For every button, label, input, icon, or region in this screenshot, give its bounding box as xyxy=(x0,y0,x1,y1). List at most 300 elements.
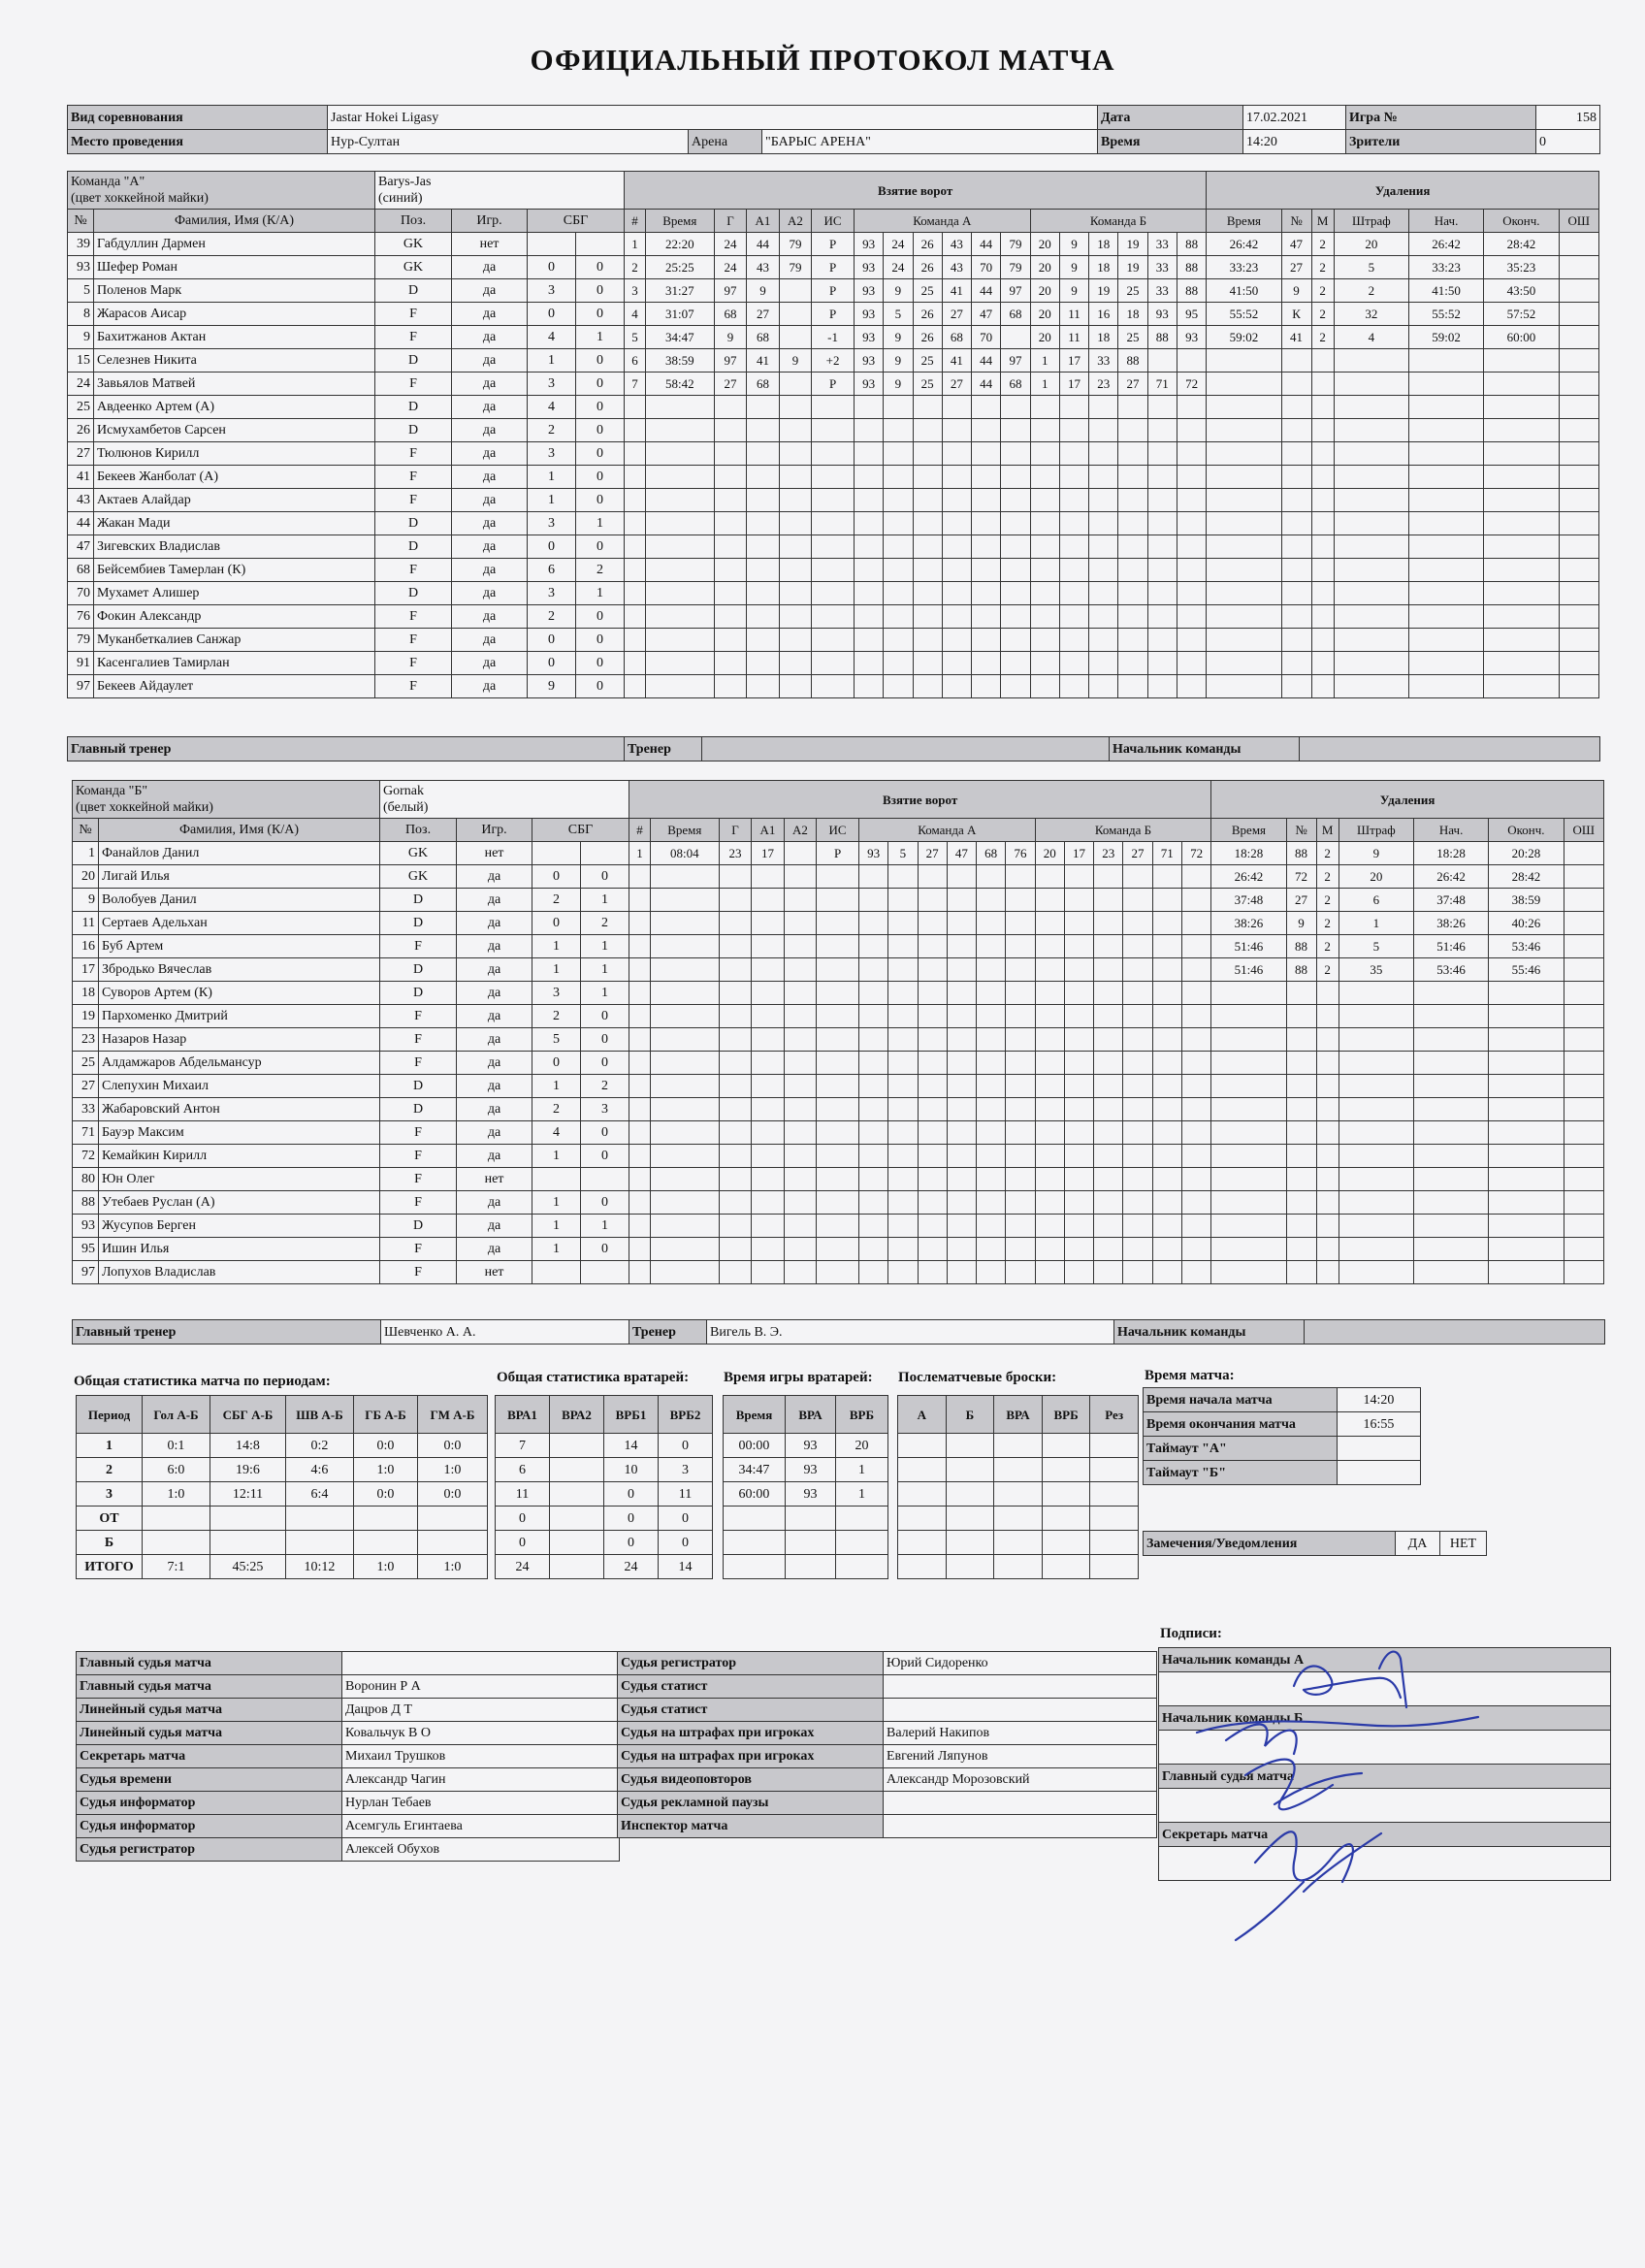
stat-cell: 14 xyxy=(604,1434,659,1458)
goal-team-a-player xyxy=(858,912,887,935)
goal-team-a-player xyxy=(888,912,918,935)
goal-situation: -1 xyxy=(812,326,855,349)
goal-team-a-player xyxy=(1001,396,1030,419)
goal-team-a-player xyxy=(1001,605,1030,629)
goal-assist-1 xyxy=(747,605,779,629)
stat-cell: 0 xyxy=(604,1507,659,1531)
player-name: Збродько Вячеслав xyxy=(99,958,380,982)
goal-team-a-player xyxy=(947,982,976,1005)
player-number: 27 xyxy=(73,1075,99,1098)
table-row xyxy=(68,629,625,652)
table-row xyxy=(629,1075,1604,1098)
goal-team-a-player xyxy=(884,629,913,652)
goal-num xyxy=(625,466,646,489)
pen-player xyxy=(1281,512,1311,535)
pen-time xyxy=(1211,1005,1286,1028)
player-played: да xyxy=(457,982,532,1005)
goal-num xyxy=(629,1121,651,1145)
goal-team-a-player: 24 xyxy=(884,256,913,279)
player-number: 16 xyxy=(73,935,99,958)
goal-assist-1: 17 xyxy=(752,842,784,865)
goal-team-b-player xyxy=(1123,1261,1152,1284)
player-number: 5 xyxy=(68,279,94,303)
pen-player xyxy=(1286,1238,1316,1261)
player-sbg-2: 0 xyxy=(581,1052,629,1075)
goal-assist-2 xyxy=(784,889,816,912)
player-sbg-1: 3 xyxy=(528,373,576,396)
player-sbg-1: 3 xyxy=(528,582,576,605)
player-sbg-1: 1 xyxy=(532,1191,581,1215)
pen-end xyxy=(1489,1168,1564,1191)
goal-assist-1 xyxy=(747,629,779,652)
table-row xyxy=(629,1121,1604,1145)
goal-team-a-player xyxy=(858,1075,887,1098)
goal-team-a-player: 79 xyxy=(1001,233,1030,256)
goal-team-b-player xyxy=(1181,935,1210,958)
goal-team-a-player xyxy=(918,1121,947,1145)
goal-team-a-player xyxy=(947,1005,976,1028)
goal-team-b-player xyxy=(1147,489,1177,512)
stat-cell xyxy=(550,1555,604,1579)
team-b-name: Gornak xyxy=(383,784,425,798)
pen-player: 27 xyxy=(1281,256,1311,279)
stat-cell: 6:4 xyxy=(286,1482,354,1507)
goal-assist-1 xyxy=(752,865,784,889)
goal-team-b-player xyxy=(1064,1145,1093,1168)
goal-team-a-player xyxy=(942,605,971,629)
goal-time xyxy=(650,958,719,982)
goal-team-a-player xyxy=(854,629,883,652)
team-a-chief-label: Начальник команды xyxy=(1110,737,1300,761)
team-b-trainer-label: Тренер xyxy=(629,1320,707,1345)
goal-situation xyxy=(812,442,855,466)
player-sbg-2: 0 xyxy=(576,396,625,419)
goal-num xyxy=(629,1005,651,1028)
stat-cell xyxy=(786,1531,836,1555)
pen-time xyxy=(1207,373,1281,396)
goal-time xyxy=(645,489,714,512)
goal-team-b-player xyxy=(1123,1052,1152,1075)
pen-start xyxy=(1413,1261,1488,1284)
table-row xyxy=(629,1098,1604,1121)
pen-osh xyxy=(1564,1168,1603,1191)
official-row xyxy=(618,1652,1157,1675)
goal-team-a-player xyxy=(888,865,918,889)
stat-cell: 6 xyxy=(496,1458,550,1482)
goal-team-b-player xyxy=(1152,1191,1181,1215)
pen-start xyxy=(1408,442,1483,466)
stat-cell xyxy=(1042,1482,1090,1507)
goal-assist-1 xyxy=(747,512,779,535)
player-sbg-2: 0 xyxy=(576,303,625,326)
player-name: Актаев Алайдар xyxy=(94,489,375,512)
stat-cell xyxy=(946,1531,994,1555)
pen-code xyxy=(1334,559,1408,582)
player-name: Поленов Марк xyxy=(94,279,375,303)
column-header: ВРА2 xyxy=(550,1396,604,1434)
goal-situation xyxy=(817,1098,859,1121)
pen-end xyxy=(1489,1191,1564,1215)
official-name: Михаил Трушков xyxy=(342,1745,620,1768)
goal-team-b-player xyxy=(1035,865,1064,889)
goal-team-b-player: 19 xyxy=(1089,279,1118,303)
pen-time xyxy=(1207,396,1281,419)
player-position: D xyxy=(380,958,457,982)
goal-team-a-player xyxy=(942,442,971,466)
goal-situation xyxy=(817,865,859,889)
goal-team-b-player xyxy=(1059,582,1088,605)
remarks-yes[interactable]: ДА xyxy=(1396,1532,1440,1556)
period-row xyxy=(77,1434,488,1458)
player-number: 25 xyxy=(68,396,94,419)
goal-assist-2 xyxy=(779,582,811,605)
official-name: Воронин Р А xyxy=(342,1675,620,1699)
table-row xyxy=(625,303,1599,326)
pen-time xyxy=(1211,1238,1286,1261)
goal-team-a-player xyxy=(1001,535,1030,559)
goal-team-a-player xyxy=(977,1075,1006,1098)
pen-osh xyxy=(1559,349,1598,373)
goal-team-a-player xyxy=(972,535,1001,559)
player-name: Лигай Илья xyxy=(99,865,380,889)
signature-stroke-1 xyxy=(1294,1652,1406,1707)
pen-osh xyxy=(1559,605,1598,629)
goal-assist-2 xyxy=(784,935,816,958)
goal-team-b-player: 33 xyxy=(1147,233,1177,256)
goal-team-b-player: 25 xyxy=(1118,279,1147,303)
col-g-time-b: Время xyxy=(650,819,719,842)
player-sbg-2: 0 xyxy=(581,865,629,889)
pen-end xyxy=(1484,396,1559,419)
goal-scorer xyxy=(719,1005,751,1028)
goal-scorer xyxy=(714,535,746,559)
goal-num xyxy=(625,419,646,442)
official-name: Юрий Сидоренко xyxy=(884,1652,1157,1675)
goal-team-a-player xyxy=(854,489,883,512)
goal-team-b-player xyxy=(1035,982,1064,1005)
pen-end: 55:46 xyxy=(1489,958,1564,982)
goal-team-b-player xyxy=(1177,419,1206,442)
goal-assist-1: 41 xyxy=(747,349,779,373)
goal-team-a-player xyxy=(888,1145,918,1168)
player-number: 11 xyxy=(73,912,99,935)
goal-team-b-player xyxy=(1030,605,1059,629)
gt-header xyxy=(724,1396,888,1434)
goal-scorer: 23 xyxy=(719,842,751,865)
player-number: 93 xyxy=(73,1215,99,1238)
player-sbg-1: 2 xyxy=(528,605,576,629)
official-name: Евгений Ляпунов xyxy=(884,1745,1157,1768)
column-header: ВРА xyxy=(786,1396,836,1434)
pen-osh xyxy=(1564,865,1603,889)
goal-team-a-player xyxy=(884,605,913,629)
goal-situation xyxy=(817,1145,859,1168)
shootout-table xyxy=(897,1395,1139,1579)
goal-scorer xyxy=(719,1238,751,1261)
player-name: Авдеенко Артем (А) xyxy=(94,396,375,419)
goal-team-b-player xyxy=(1094,1052,1123,1075)
goal-team-b-player xyxy=(1089,466,1118,489)
pen-start xyxy=(1413,1028,1488,1052)
goal-team-b-player xyxy=(1123,1215,1152,1238)
pen-code: 32 xyxy=(1334,303,1408,326)
goal-team-b-player xyxy=(1089,605,1118,629)
goal-team-a-player: 93 xyxy=(854,256,883,279)
player-position: F xyxy=(380,1261,457,1284)
pens-header-b: Удаления xyxy=(1211,781,1604,819)
pen-player xyxy=(1286,1145,1316,1168)
team-a-chief xyxy=(1300,737,1600,761)
goal-assist-2 xyxy=(779,466,811,489)
pen-time xyxy=(1211,1121,1286,1145)
team-b-color: (белый) xyxy=(383,800,429,815)
pen-minutes xyxy=(1316,1261,1339,1284)
goal-assist-2 xyxy=(779,373,811,396)
column-header: ВРБ1 xyxy=(604,1396,659,1434)
player-name: Бахитжанов Актан xyxy=(94,326,375,349)
goal-situation: Р xyxy=(812,373,855,396)
goal-team-b-player xyxy=(1152,912,1181,935)
signature-stroke-2 xyxy=(1197,1717,1478,1754)
goal-team-b-player xyxy=(1094,1145,1123,1168)
goal-team-a-player xyxy=(947,1098,976,1121)
goal-team-b-player xyxy=(1177,629,1206,652)
goal-team-b-player xyxy=(1123,958,1152,982)
goal-num xyxy=(625,442,646,466)
period-row xyxy=(77,1507,488,1531)
player-position: F xyxy=(375,326,452,349)
official-name xyxy=(884,1699,1157,1722)
goal-assist-1 xyxy=(752,958,784,982)
pen-end xyxy=(1489,1261,1564,1284)
player-sbg-2: 0 xyxy=(576,373,625,396)
goal-assist-1: 68 xyxy=(747,373,779,396)
goal-team-b-player xyxy=(1181,1121,1210,1145)
goal-team-b-player: 9 xyxy=(1059,233,1088,256)
goal-time xyxy=(650,1145,719,1168)
goal-situation xyxy=(812,559,855,582)
goal-team-a-player xyxy=(918,1028,947,1052)
col-g-a1-b: А1 xyxy=(752,819,784,842)
stat-cell xyxy=(1090,1434,1139,1458)
gk-header xyxy=(496,1396,713,1434)
goal-assist-2 xyxy=(779,535,811,559)
team-a-header xyxy=(68,172,375,210)
goal-time xyxy=(650,1028,719,1052)
team-a-trainer xyxy=(702,737,1110,761)
goal-team-a-player xyxy=(1006,1191,1035,1215)
goal-team-b-player xyxy=(1035,1191,1064,1215)
goal-team-a-player xyxy=(918,1075,947,1098)
goal-team-a-player xyxy=(858,935,887,958)
stat-cell: 10 xyxy=(604,1458,659,1482)
goal-team-b-player xyxy=(1094,958,1123,982)
pen-code xyxy=(1334,535,1408,559)
goal-team-a-player xyxy=(858,1261,887,1284)
pen-code: 1 xyxy=(1339,912,1413,935)
goal-assist-2 xyxy=(779,419,811,442)
goal-team-b-player xyxy=(1059,396,1088,419)
player-played: да xyxy=(457,935,532,958)
team-b-roster xyxy=(72,780,629,1284)
player-position: GK xyxy=(380,865,457,889)
stat-cell: 11 xyxy=(659,1482,713,1507)
player-played: да xyxy=(452,466,528,489)
goal-team-a-player xyxy=(913,629,942,652)
table-row xyxy=(73,1191,629,1215)
goal-team-a-player xyxy=(1001,512,1030,535)
goal-team-b-player xyxy=(1181,1191,1210,1215)
table-row xyxy=(73,1121,629,1145)
goal-assist-1 xyxy=(752,1005,784,1028)
pen-osh xyxy=(1559,675,1598,698)
pen-time xyxy=(1211,1052,1286,1075)
stat-cell: 12:11 xyxy=(210,1482,286,1507)
pen-osh xyxy=(1559,582,1598,605)
pen-osh xyxy=(1564,889,1603,912)
table-row xyxy=(68,326,625,349)
officials-right xyxy=(617,1651,1157,1838)
goal-team-a-player xyxy=(942,675,971,698)
goal-team-b-player xyxy=(1152,935,1181,958)
goal-team-a-player xyxy=(918,1005,947,1028)
goal-team-b-player xyxy=(1147,652,1177,675)
official-row xyxy=(618,1792,1157,1815)
gk-title: Общая статистика вратарей: xyxy=(497,1370,690,1385)
pen-minutes xyxy=(1311,373,1334,396)
player-played: да xyxy=(452,582,528,605)
goal-team-a-player xyxy=(977,1005,1006,1028)
goal-team-b-player xyxy=(1123,1145,1152,1168)
player-sbg-2: 1 xyxy=(576,326,625,349)
goal-team-a-player xyxy=(913,582,942,605)
stat-cell: ИТОГО xyxy=(77,1555,143,1579)
goal-scorer xyxy=(719,1028,751,1052)
goal-team-a-player xyxy=(947,865,976,889)
pen-time xyxy=(1211,982,1286,1005)
player-sbg-2: 0 xyxy=(581,1191,629,1215)
gk-row xyxy=(496,1434,713,1458)
pen-minutes: 2 xyxy=(1316,935,1339,958)
signature-label: Секретарь матча xyxy=(1159,1823,1611,1847)
goal-team-a-player xyxy=(1006,982,1035,1005)
player-position: F xyxy=(380,1052,457,1075)
goal-team-b-player xyxy=(1064,1121,1093,1145)
goal-team-a-player: 25 xyxy=(913,279,942,303)
jersey-label: (цвет хоккейной майки) xyxy=(71,191,209,206)
remarks-no[interactable]: НЕТ xyxy=(1440,1532,1487,1556)
player-sbg-2: 1 xyxy=(581,982,629,1005)
player-sbg-1 xyxy=(532,842,581,865)
goal-scorer xyxy=(719,1052,751,1075)
stat-cell: 0 xyxy=(604,1531,659,1555)
goal-team-b-player xyxy=(1152,1238,1181,1261)
pen-start xyxy=(1408,373,1483,396)
pen-code xyxy=(1339,1145,1413,1168)
table-row xyxy=(73,1098,629,1121)
player-number: 79 xyxy=(68,629,94,652)
goal-num xyxy=(625,582,646,605)
official-row xyxy=(618,1675,1157,1699)
goal-team-b-player xyxy=(1089,559,1118,582)
match-time-value xyxy=(1338,1437,1421,1461)
goal-num xyxy=(629,1075,651,1098)
player-played: да xyxy=(452,419,528,442)
goal-assist-1 xyxy=(747,535,779,559)
player-position: D xyxy=(375,582,452,605)
player-number: 70 xyxy=(68,582,94,605)
goal-team-b-player xyxy=(1094,1098,1123,1121)
goal-team-b-player: 20 xyxy=(1030,256,1059,279)
goal-team-a-player xyxy=(947,1191,976,1215)
stat-cell: 0 xyxy=(496,1507,550,1531)
table-row xyxy=(625,535,1599,559)
pen-start xyxy=(1413,1052,1488,1075)
goal-team-a-player xyxy=(888,982,918,1005)
goal-team-b-player xyxy=(1030,535,1059,559)
player-sbg-1: 1 xyxy=(528,349,576,373)
column-header: Б xyxy=(946,1396,994,1434)
goal-team-a-player xyxy=(942,512,971,535)
official-role: Судья на штрафах при игроках xyxy=(618,1722,884,1745)
table-row xyxy=(73,982,629,1005)
goal-team-b-player xyxy=(1094,1028,1123,1052)
goal-team-b-player xyxy=(1123,982,1152,1005)
pen-code xyxy=(1334,652,1408,675)
player-name: Суворов Артем (К) xyxy=(99,982,380,1005)
goal-time xyxy=(650,982,719,1005)
goal-team-a-player xyxy=(1006,1261,1035,1284)
goal-team-b-player xyxy=(1123,889,1152,912)
goal-team-a-player xyxy=(854,675,883,698)
pen-end: 60:00 xyxy=(1484,326,1559,349)
goal-team-a-player xyxy=(888,1121,918,1145)
goal-time: 31:27 xyxy=(645,279,714,303)
so-row xyxy=(898,1434,1139,1458)
goals-header-b: Взятие ворот xyxy=(629,781,1211,819)
stat-cell xyxy=(143,1507,210,1531)
goal-situation: Р xyxy=(812,279,855,303)
pen-end xyxy=(1489,1215,1564,1238)
player-sbg-1: 4 xyxy=(532,1121,581,1145)
goal-team-b-player xyxy=(1152,1005,1181,1028)
team-b-coach: Шевченко А. А. xyxy=(381,1320,629,1345)
pen-code: 20 xyxy=(1334,233,1408,256)
goal-scorer xyxy=(719,1191,751,1215)
goal-team-b-player xyxy=(1118,675,1147,698)
goal-team-b-player xyxy=(1177,512,1206,535)
time-label: Время xyxy=(1098,130,1243,154)
column-header: ВРА xyxy=(994,1396,1043,1434)
pen-minutes xyxy=(1311,559,1334,582)
goal-team-a-player xyxy=(854,466,883,489)
player-sbg-2 xyxy=(581,1168,629,1191)
pen-code xyxy=(1339,1005,1413,1028)
pen-minutes xyxy=(1316,1028,1339,1052)
player-sbg-1: 0 xyxy=(528,303,576,326)
player-sbg-1: 1 xyxy=(532,1145,581,1168)
goal-scorer xyxy=(714,559,746,582)
pen-player xyxy=(1281,675,1311,698)
team-a-block xyxy=(67,171,625,698)
pen-end xyxy=(1484,466,1559,489)
table-row xyxy=(625,349,1599,373)
goal-team-b-player xyxy=(1177,535,1206,559)
official-role: Судья на штрафах при игроках xyxy=(618,1745,884,1768)
player-sbg-2: 1 xyxy=(581,958,629,982)
goal-team-b-player xyxy=(1030,582,1059,605)
table-row xyxy=(629,1145,1604,1168)
